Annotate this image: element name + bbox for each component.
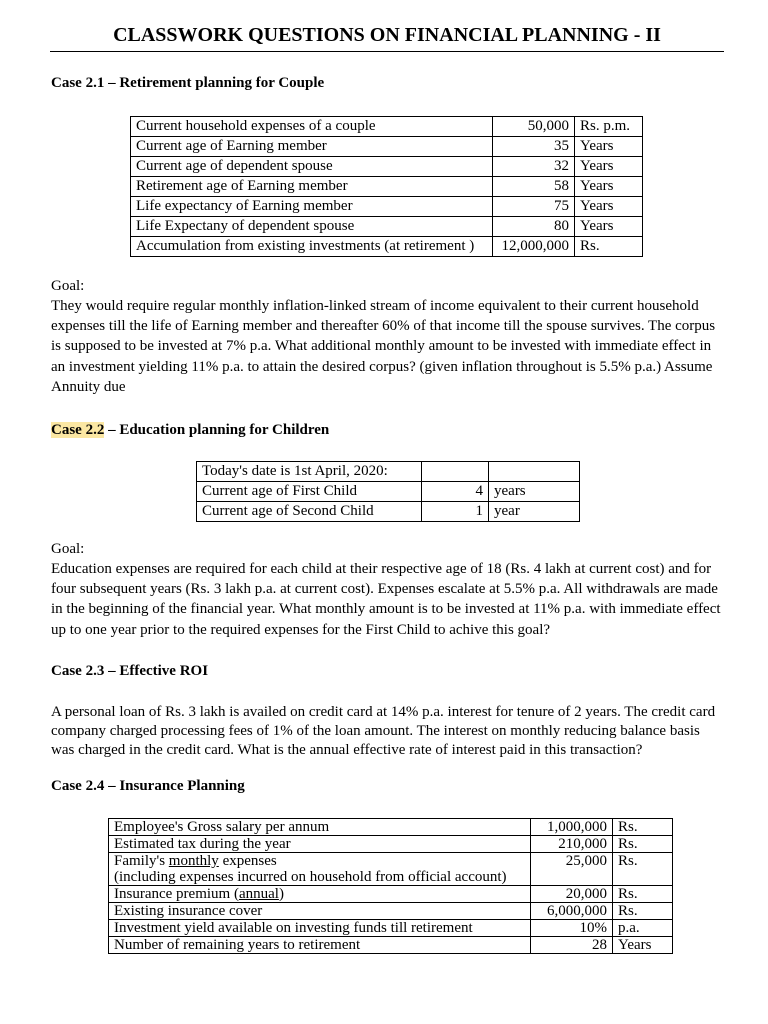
row-label: Life expectancy of Earning member [131,197,493,217]
label-underlined: annual [238,886,279,902]
row-label: Current age of dependent spouse [131,157,493,177]
row-unit: Rs. [613,903,673,920]
row-label: Investment yield available on investing funds till retirement [109,920,531,937]
row-unit: Years [575,157,643,177]
table-row [131,177,643,197]
label-pre: Insurance premium ( [114,886,239,902]
table-row [197,482,580,502]
row-unit: Rs. [613,819,673,836]
row-label [109,853,531,870]
row-label: Life Expectany of dependent spouse [131,217,493,237]
row-unit: Years [575,197,643,217]
row-value: 28 [531,937,613,954]
row-label: Number of remaining years to retirement [109,937,531,954]
table-row [131,157,643,177]
row-value [531,869,613,886]
table-row [109,937,673,954]
row-value: 80 [493,217,575,237]
case-2-4-heading: Case 2.4 – Insurance Planning [51,778,245,794]
row-unit: Years [613,937,673,954]
case-2-2-heading [51,420,329,440]
row-unit: years [489,482,580,502]
table-row [197,502,580,522]
table-row [131,237,643,257]
row-unit [613,869,673,886]
row-value: 210,000 [531,836,613,853]
row-label: Today's date is 1st April, 2020: [197,462,422,482]
title-underline [50,51,724,52]
row-value: 10% [531,920,613,937]
case-2-2-highlight: Case 2.2 [51,422,105,438]
table-row [109,903,673,920]
row-value: 6,000,000 [531,903,613,920]
row-label [109,886,531,903]
row-value: 1,000,000 [531,819,613,836]
row-unit [489,462,580,482]
row-value: 35 [493,137,575,157]
row-unit: Rs. [613,853,673,870]
row-value: 50,000 [493,117,575,137]
table-row [109,819,673,836]
row-value: 25,000 [531,853,613,870]
row-value: 75 [493,197,575,217]
row-value: 1 [422,502,489,522]
case-2-3-text: A personal loan of Rs. 3 lakh is availed on credit card at 14% p.a. interest for tenure of 2 years. The credit card company charged processing fees of 1% of the loan amount. The interest on monthly reducing balance basis was charged in the credit card. What is the annual effective rate of interest paid in this transaction? [51,704,716,758]
row-label: (including expenses incurred on household from official account) [109,869,531,886]
table-row [131,217,643,237]
row-value: 32 [493,157,575,177]
case-2-2-goal-label: Goal: [51,541,85,557]
page-title: CLASSWORK QUESTIONS ON FINANCIAL PLANNING - II [113,24,661,46]
row-unit: p.a. [613,920,673,937]
case-2-2-table [196,461,580,522]
case-2-1-heading: Case 2.1 – Retirement planning for Couple [51,75,325,91]
row-unit: year [489,502,580,522]
row-label: Existing insurance cover [109,903,531,920]
row-value [422,462,489,482]
row-label: Current age of First Child [197,482,422,502]
table-row [131,117,643,137]
label-post: ) [278,886,284,902]
case-2-1-goal-label: Goal: [51,278,85,294]
row-unit: Rs. p.m. [575,117,643,137]
case-2-2-heading-rest: – Education planning for Children [104,422,330,438]
row-label: Current household expenses of a couple [131,117,493,137]
case-2-1-goal-text: They would require regular monthly inflation-linked stream of income equivalent to their current household expenses till the life of Earning member and thereafter 60% of that income till the spouse survives. The corpus is supposed to be invested at 7% p.a. What additional monthly amount to be invested with immediate effect in an investment yielding 11% p.a. to attain the desired corpus? (given inflation throughout is 5.5% p.a.) Assume Annuity due [51,298,716,395]
table-row [197,462,580,482]
label-pre: Family's [114,853,169,869]
table-row [109,836,673,853]
row-value: 12,000,000 [493,237,575,257]
row-label: Employee's Gross salary per annum [109,819,531,836]
case-2-4-table [108,818,673,954]
table-row [131,197,643,217]
row-label: Accumulation from existing investments (at retirement ) [131,237,493,257]
row-unit: Years [575,177,643,197]
row-unit: Rs. [613,836,673,853]
row-value: 4 [422,482,489,502]
case-2-1-table [130,116,643,257]
case-2-2-goal-text: Education expenses are required for each child at their respective age of 18 (Rs. 4 lakh at current cost) and for four subsequent years (Rs. 3 lakh p.a. at current cost). Expenses escalate at 5.5% p.a. All withdrawals are made in the beginning of the financial year. What monthly amount is to be invested at 11% p.a. with immediate effect up to one year prior to the required expenses for the First Child to achive this goal? [51,561,721,638]
table-row [109,920,673,937]
row-label: Retirement age of Earning member [131,177,493,197]
row-unit: Rs. [613,886,673,903]
case-2-3-heading: Case 2.3 – Effective ROI [51,663,209,679]
row-unit: Years [575,217,643,237]
row-label: Current age of Earning member [131,137,493,157]
row-value: 20,000 [531,886,613,903]
row-value: 58 [493,177,575,197]
row-label: Current age of Second Child [197,502,422,522]
table-row [131,137,643,157]
row-unit: Rs. [575,237,643,257]
table-row [109,853,673,870]
row-unit: Years [575,137,643,157]
label-underlined: monthly [168,853,219,869]
table-row [109,886,673,903]
table-row [109,869,673,886]
row-label: Estimated tax during the year [109,836,531,853]
label-post: expenses [218,853,277,869]
